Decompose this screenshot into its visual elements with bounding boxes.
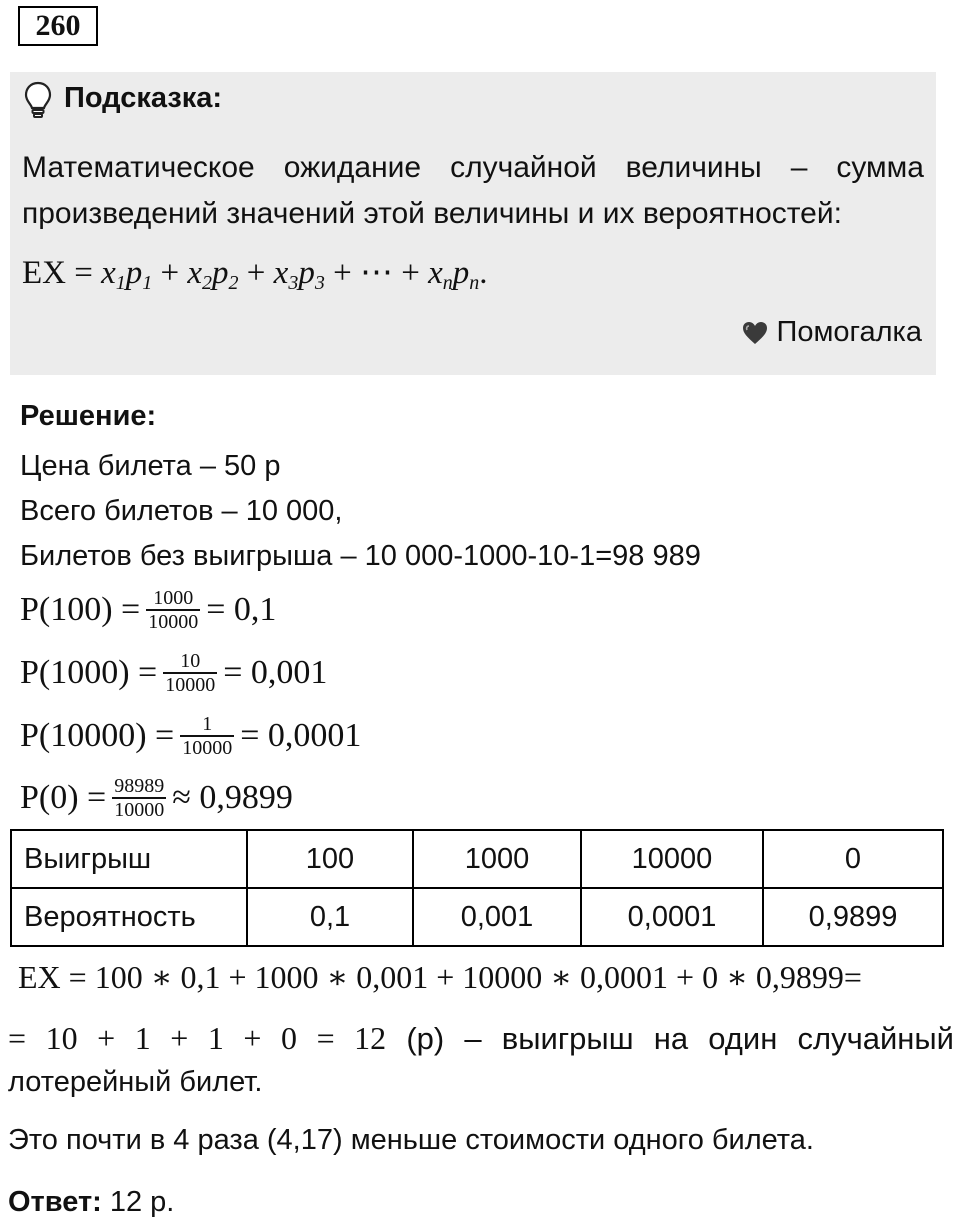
brand-text: Помогалка (776, 316, 922, 348)
denominator: 10000 (182, 737, 233, 759)
distribution-table (10, 829, 944, 947)
numerator: 1 (202, 713, 213, 735)
lightbulb-icon (22, 80, 54, 120)
prob-rhs: = 0,1 (206, 591, 277, 628)
table-cell: 10000 (581, 830, 763, 888)
solution-title: Решение: (20, 400, 157, 432)
answer-value: 12 р. (101, 1186, 175, 1218)
hint-line-1: Математическое ожидание случайной величины – сумма (22, 151, 924, 184)
result-math: = 10 + 1 + 1 + 0 = 12 (8, 1020, 387, 1056)
denominator: 10000 (165, 674, 216, 696)
task-number: 260 (18, 6, 98, 46)
table-cell: Вероятность (11, 888, 247, 946)
heart-icon (741, 320, 769, 346)
table-cell: 0 (763, 830, 943, 888)
table-cell: 0,0001 (581, 888, 763, 946)
brand-label (741, 316, 922, 349)
total-tickets: Всего билетов – 10 000, (20, 495, 343, 527)
expectation-formula: EX = $x_1p_1 + x_2p_2 + x_3p_3$ + ⋯ + $x_np_n$. (22, 255, 488, 294)
fraction (180, 713, 234, 759)
table-cell: 0,1 (247, 888, 413, 946)
prob-10000 (20, 706, 361, 766)
result-continuation: лотерейный билет. (8, 1066, 263, 1098)
expectation-result (8, 1020, 954, 1057)
hint-title: Подсказка: (64, 82, 223, 114)
answer-label: Ответ: (8, 1186, 102, 1218)
formula-lhs: EX = (22, 255, 102, 291)
table-row (11, 888, 943, 946)
numerator: 98989 (114, 775, 165, 797)
conclusion: Это почти в 4 раза (4,17) меньше стоимости одного билета. (8, 1124, 814, 1156)
fraction (112, 775, 166, 821)
table-cell: 100 (247, 830, 413, 888)
numerator: 10 (180, 650, 201, 672)
table-cell: 0,001 (413, 888, 581, 946)
table-cell: 1000 (413, 830, 581, 888)
prob-lhs: P(100) = (20, 591, 141, 628)
expectation-calc: EX = 100 ∗ 0,1 + 1000 ∗ 0,001 + 10000 ∗ 0,0001 + 0 ∗ 0,9899= (18, 959, 862, 995)
denominator: 10000 (114, 799, 165, 821)
ticket-price: Цена билета – 50 р (20, 450, 281, 482)
prob-100 (20, 580, 276, 640)
prob-lhs: P(10000) = (20, 717, 175, 754)
fraction (163, 650, 217, 696)
prob-rhs: ≈ 0,9899 (172, 779, 293, 816)
prob-rhs: = 0,0001 (240, 717, 362, 754)
denominator: 10000 (148, 611, 199, 633)
table-row (11, 830, 943, 888)
hint-line-2: произведений значений этой величины и их вероятностей: (22, 197, 842, 230)
prob-rhs: = 0,001 (223, 654, 328, 691)
losing-tickets: Билетов без выигрыша – 10 000-1000-10-1=98 989 (20, 540, 701, 572)
numerator: 1000 (153, 587, 194, 609)
table-cell: 0,9899 (763, 888, 943, 946)
prob-lhs: P(0) = (20, 779, 107, 816)
prob-0 (20, 768, 293, 828)
prob-lhs: P(1000) = (20, 654, 158, 691)
prob-1000 (20, 643, 327, 703)
table-cell: Выигрыш (11, 830, 247, 888)
answer (8, 1186, 174, 1219)
result-text: (р) – выигрыш на один случайный (406, 1021, 954, 1056)
fraction (146, 587, 200, 633)
